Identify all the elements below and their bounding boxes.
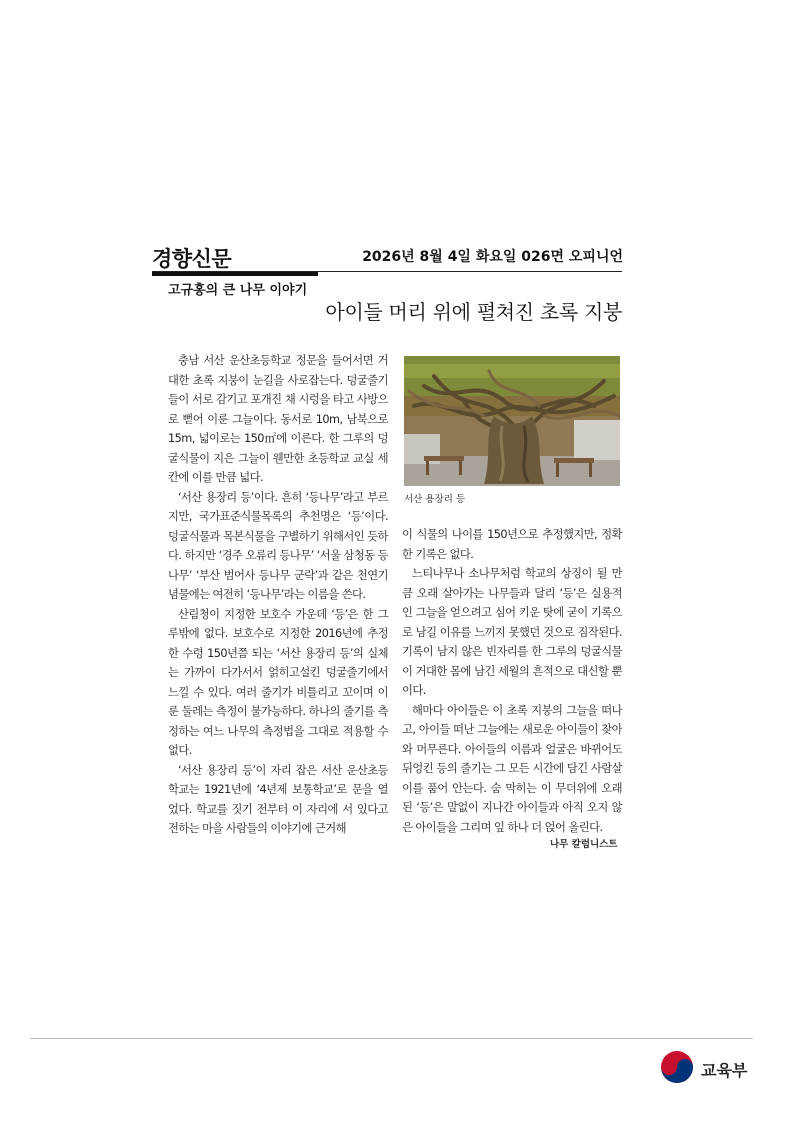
article-column-left xyxy=(168,351,388,839)
newspaper-logo: 경향신문 xyxy=(152,246,232,271)
paragraph: 이 식물의 나이를 150년으로 추정했지만, 정확한 기록은 없다. xyxy=(402,528,622,561)
ministry-logo xyxy=(660,1050,747,1088)
paragraph: ‘서산 용장리 등’이다. 흔히 ‘등나무’라고 부르지만, 국가표준식물목록의 추천명은 ‘등’이다. 덩굴식물과 목본식물을 구별하기 위해서인 듯하다. 하지만 ‘경주 오류리 등나무’ ‘서울 삼청동 등나무’ ‘부산 범어사 등나무 군락’과 같은 천연기념물에는 여전히 ‘등나무’라는 이름을 쓴다. xyxy=(168,490,388,601)
series-rule xyxy=(152,272,318,276)
photo-caption: 서산 용장리 등 xyxy=(404,494,466,505)
article-headline: 아이들 머리 위에 펼쳐진 초록 지붕 xyxy=(325,300,622,324)
author-byline: 나무 칼럼니스트 xyxy=(550,839,618,850)
paragraph: ‘서산 용장리 등’이 자리 잡은 서산 운산초등학교는 1921년에 ‘4년제 보통학교’로 문을 열었다. 학교를 짓기 전부터 이 자리에 서 있다고 전하는 마을 사람들의 이야기에 근거해 xyxy=(168,763,388,835)
issue-info: 2026년 8월 4일 화요일 026면 오피니언 xyxy=(362,249,623,265)
taegeuk-icon xyxy=(660,1050,694,1088)
article-column-right xyxy=(402,525,622,837)
wisteria-photo xyxy=(404,356,620,486)
paragraph: 산림청이 지정한 보호수 가운데 ‘등’은 한 그루밖에 없다. 보호수로 지정한 2016년에 추정한 수령 150년쯤 되는 ‘서산 용장리 등’의 실체는 가까이 다가서서 얽히고설킨 덩굴줄기에서 느낄 수 있다. 여러 줄기가 비틀리고 꼬이며 이룬 둘레는 측정이 불가능하다. 하나의 줄기를 측정하는 여느 나무의 측정법을 그대로 적용할 수 없다. xyxy=(168,607,388,757)
ministry-name: 교육부 xyxy=(701,1060,748,1080)
paragraph: 느티나무나 소나무처럼 학교의 상징이 될 만큼 오래 살아가는 나무들과 달리 ‘등’은 실용적인 그늘을 얻으려고 심어 키운 탓에 굳이 기록으로 남길 이유를 느끼지 못했던 것으로 짐작된다. 기록이 남지 않은 빈자리를 한 그루의 덩굴식물이 거대한 몸에 남긴 세월의 흔적으로 대신할 뿐이다. xyxy=(402,567,622,697)
series-title: 고규홍의 큰 나무 이야기 xyxy=(168,283,308,298)
footer-divider xyxy=(30,1038,753,1039)
paragraph: 해마다 아이들은 이 초록 지붕의 그늘을 떠나고, 아이들 떠난 그늘에는 새로운 아이들이 찾아와 머무른다. 아이들의 이름과 얼굴은 바뀌어도 뒤엉킨 등의 줄기는 그 모든 시간에 담긴 사람살이를 품어 안는다. 숨 막히는 이 무더위에 오래된 ‘등’은 말없이 지나간 아이들과 아직 오지 않은 아이들을 그리며 잎 하나 더 얹어 올린다. xyxy=(402,703,622,834)
paragraph: 충남 서산 운산초등학교 정문을 들어서면 거대한 초록 지붕이 눈길을 사로잡는다. 덩굴줄기들이 서로 감기고 포개진 채 시렁을 타고 사방으로 뻗어 이룬 그늘이다. 동서로 10m, 남북으로 15m, 넓이로는 150㎡에 이른다. 한 그루의 덩굴식물이 지은 그늘이 웬만한 초등학교 교실 세 칸에 이를 만큼 넓다. xyxy=(168,354,388,484)
